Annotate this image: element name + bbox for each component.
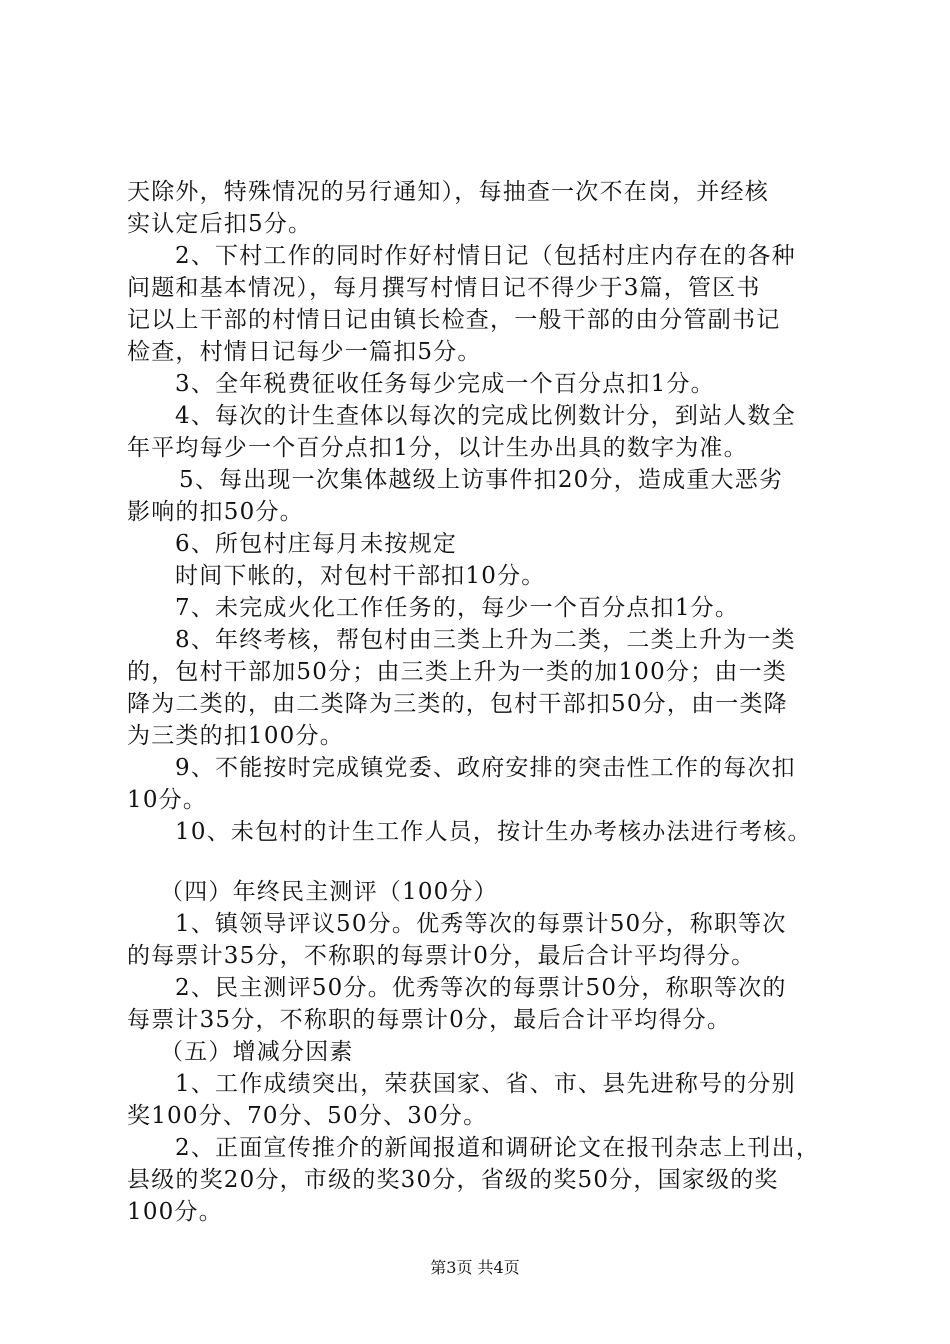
text-line: 7、未完成火化工作任务的，每少一个百分点扣1分。 (175, 595, 740, 621)
text-line: 时间下帐的，对包村干部扣10分。 (175, 563, 546, 589)
text-line: 4、每次的计生查体以每次的完成比例数计分，到站人数全 (175, 403, 796, 429)
text-line: 降为二类的，由二类降为三类的，包村干部扣50分，由一类降 (127, 691, 788, 717)
text-line: 记以上干部的村情日记由镇长检查，一般干部的由分管副书记 (127, 307, 781, 333)
text-line: 3、全年税费征收任务每少完成一个百分点扣1分。 (175, 371, 715, 397)
text-line: 影响的扣50分。 (127, 499, 304, 525)
text-line: 2、民主测评50分。优秀等次的每票计50分，称职等次的 (175, 975, 787, 1001)
section-heading: （四）年终民主测评（100分） (160, 879, 498, 905)
text-line: 每票计35分，不称职的每票计0分，最后合计平均得分。 (127, 1007, 732, 1033)
text-line: 6、所包村庄每月未按规定 (175, 531, 458, 557)
text-line: 5、每出现一次集体越级上访事件扣20分，造成重大恶劣 (179, 467, 784, 493)
text-line: 县级的奖20分，市级的奖30分，省级的奖50分，国家级的奖 (127, 1167, 779, 1193)
text-line: 1、镇领导评议50分。优秀等次的每票计50分，称职等次 (175, 911, 787, 937)
page-footer: 第3页 共4页 (430, 1258, 520, 1277)
text-line: 10分。 (127, 787, 208, 813)
text-line: 2、正面宣传推介的新闻报道和调研论文在报刊杂志上刊出， (175, 1135, 821, 1161)
text-line: 2、下村工作的同时作好村情日记（包括村庄内存在的各种 (175, 243, 796, 269)
text-line: 为三类的扣100分。 (127, 723, 344, 749)
text-line: 8、年终考核，帮包村由三类上升为二类，二类上升为一类 (175, 627, 796, 653)
text-line: 问题和基本情况），每月撰写村情日记不得少于3篇，管区书 (127, 275, 761, 301)
text-line: 的每票计35分，不称职的每票计0分，最后合计平均得分。 (127, 943, 756, 969)
text-line: 天除外，特殊情况的另行通知），每抽查一次不在岗，并经核 (127, 179, 769, 205)
text-line: 1、工作成绩突出，荣获国家、省、市、县先进称号的分别 (175, 1071, 796, 1097)
text-line: 9、不能按时完成镇党委、政府安排的突击性工作的每次扣 (175, 755, 796, 781)
text-line: 奖100分、70分、50分、30分。 (127, 1103, 488, 1129)
text-line: 100分。 (127, 1199, 223, 1225)
text-line: 年平均每少一个百分点扣1分，以计生办出具的数字为准。 (127, 435, 748, 461)
text-line: 的，包村干部加50分；由三类上升为一类的加100分；由一类 (127, 659, 787, 685)
text-line: 检查，村情日记每少一篇扣5分。 (127, 339, 482, 365)
text-line: 实认定后扣5分。 (127, 211, 313, 237)
section-heading: （五）增减分因素 (160, 1039, 354, 1065)
text-line: 10、未包村的计生工作人员，按计生办考核办法进行考核。 (175, 819, 812, 845)
